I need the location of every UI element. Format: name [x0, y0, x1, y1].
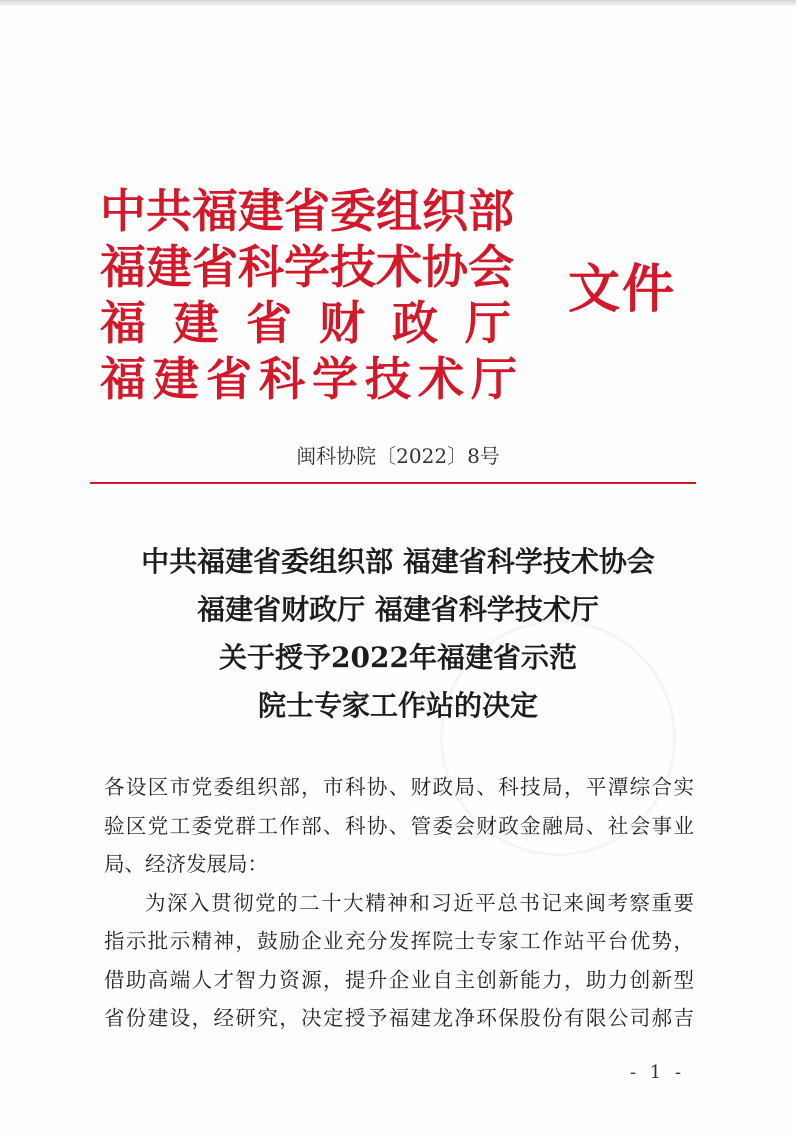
title-line: 院士专家工作站的决定: [257, 689, 538, 722]
title-line: 福建省财政厅 福建省科学技术厅: [197, 593, 599, 626]
body-line: 指示批示精神，鼓励企业充分发挥院士专家工作站平台优势，: [104, 929, 694, 953]
page-number: - 1 -: [630, 1062, 686, 1083]
document-title: [0, 538, 796, 730]
issuer-line: 福建省财政厅: [100, 296, 538, 350]
issuer-line: 中共福建省委组织部: [100, 184, 514, 238]
issuer-line: 福建省科学技术厅: [100, 352, 524, 406]
issuer-line: 福建省科学技术协会: [100, 240, 514, 294]
red-divider: [90, 482, 696, 484]
body-line: 省份建设，经研究，决定授予福建龙净环保股份有限公司郝吉: [104, 1006, 694, 1030]
body-line: 借助高端人才智力资源，提升企业自主创新能力，助力创新型: [104, 967, 694, 992]
body-line: 验区党工委党群工作部、科协、管委会财政金融局、社会事业: [104, 813, 694, 838]
title-line: 中共福建省委组织部 福建省科学技术协会: [141, 545, 655, 578]
body-line: 为深入贯彻党的二十大精神和习近平总书记来闽考察重要: [145, 890, 694, 915]
body-line: 各设区市党委组织部，市科协、财政局、科技局，平潭综合实: [104, 775, 694, 799]
document-type-label: 文件: [568, 260, 677, 320]
issuer-block: [100, 183, 550, 407]
body-line: 局、经济发展局：: [104, 852, 268, 876]
document-number: 闽科协院〔2022〕8号: [296, 444, 500, 468]
title-line: 关于授予2022年福建省示范: [219, 641, 577, 674]
document-body: [104, 768, 694, 1038]
